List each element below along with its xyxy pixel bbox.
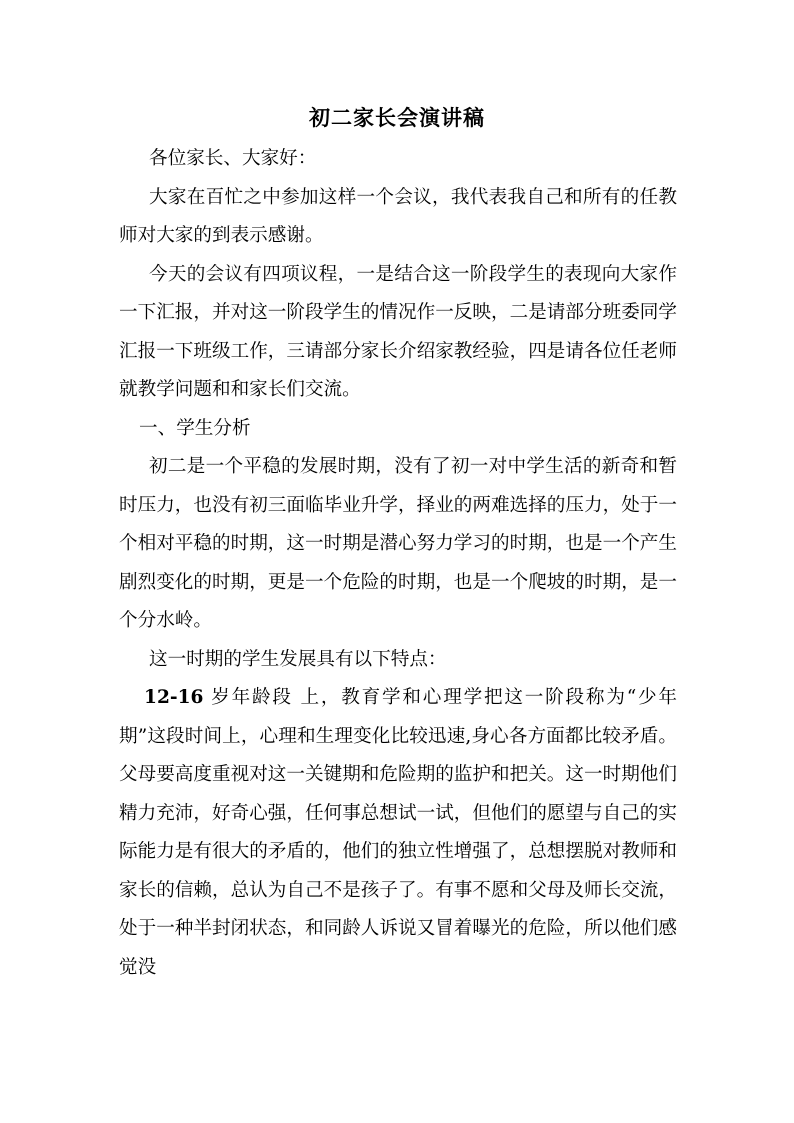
- agenda-paragraph: 今天的会议有四项议程，一是结合这一阶段学生的表现向大家作一下汇报，并对这一阶段学生的情况作一反映，二是请部分班委同学汇报一下班级工作，三请部分家长介绍家教经验，四是请各位任老师就教学问题和和家长们交流。: [119, 263, 677, 400]
- age-characteristics-paragraph: [119, 679, 677, 987]
- features-intro-paragraph: 这一时期的学生发展具有以下特点：: [149, 648, 447, 670]
- section-heading-student-analysis: 一、学生分析: [139, 417, 251, 439]
- thanks-paragraph: 大家在百忙之中参加这样一个会议，我代表我自己和所有的任教师对大家的到表示感谢。: [119, 186, 677, 246]
- greeting-paragraph: 各位家长、大家好：: [149, 148, 317, 169]
- age-range-label: 12-16: [144, 687, 204, 708]
- document-body: [119, 140, 677, 987]
- document-title: 初二家长会演讲稿: [309, 105, 485, 130]
- age-characteristics-text: 岁年龄段 上，教育学和心理学把这一阶段称为“少年期”这段时间上，心理和生理变化比较迅速,身心各方面都比较矛盾。父母要高度重视对这一关键期和危险期的监护和把关。这一时期他们精力充沛，好奇心强，任何事总想试一试，但他们的愿望与自己的实际能力是有很大的矛盾的，他们的独立性增强了，总想摆脱对教师和家长的信赖，总认为自己不是孩子了。有事不愿和父母及师长交流，处于一种半封闭状态，和同龄人诉说又冒着曝光的危险，所以他们感觉没: [119, 687, 677, 978]
- analysis-paragraph: 初二是一个平稳的发展时期，没有了初一对中学生活的新奇和暂时压力，也没有初三面临毕业升学，择业的两难选择的压力，处于一个相对平稳的时期，这一时期是潜心努力学习的时期，也是一个产生剧烈变化的时期，更是一个危险的时期，也是一个爬坡的时期，是一个分水岭。: [119, 456, 677, 631]
